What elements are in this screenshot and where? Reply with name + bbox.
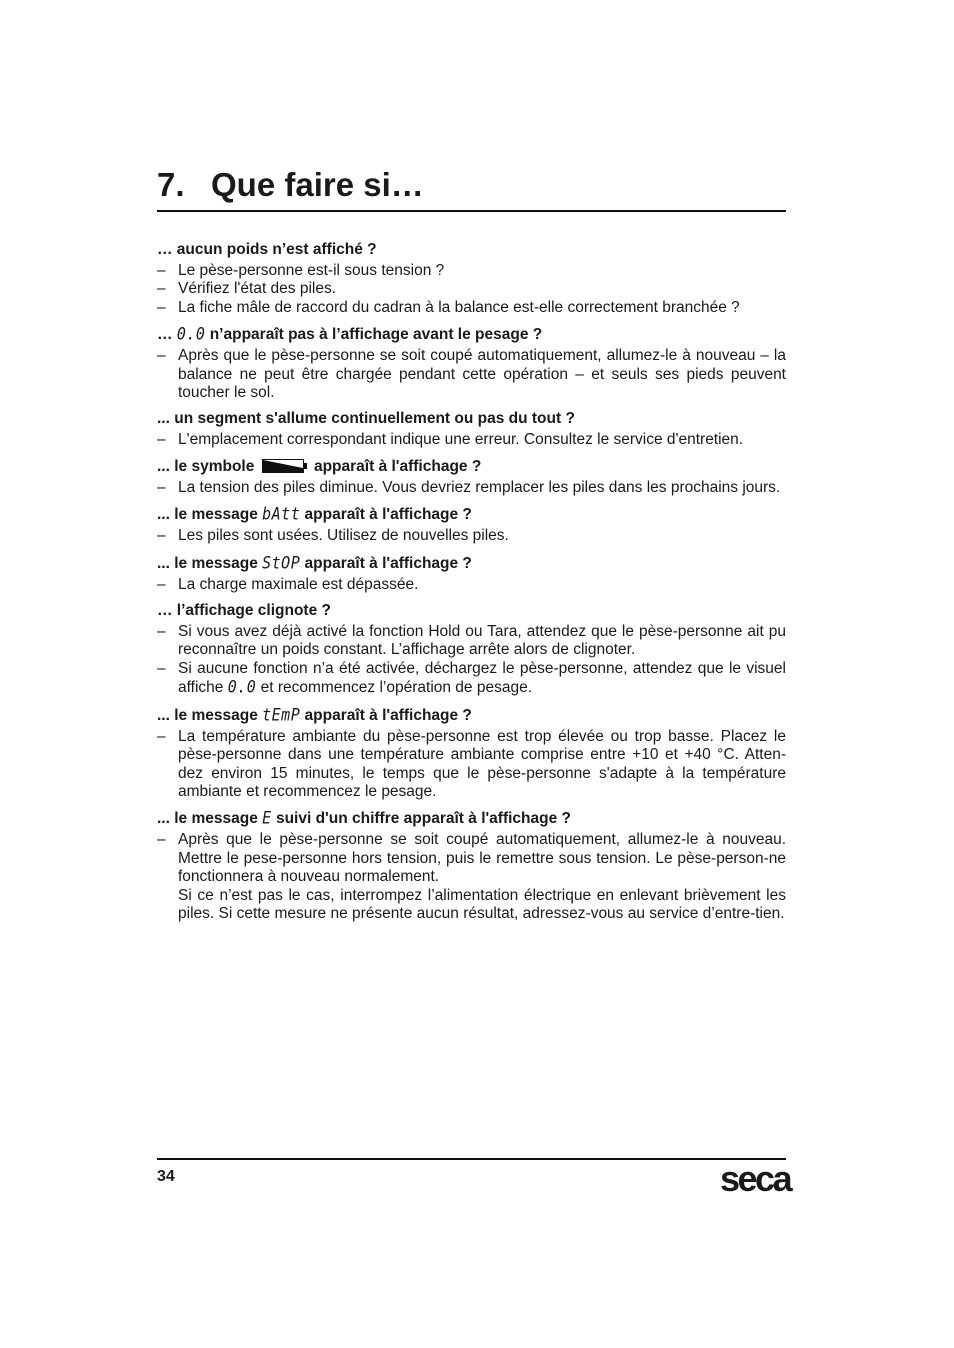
question-text: ... le message <box>157 506 263 524</box>
faq-section <box>157 705 786 802</box>
answer-item: – La tension des piles diminue. Vous devriez remplacer les piles dans les prochains jours. <box>157 479 786 497</box>
question-text: apparaît à l'affichage ? <box>300 554 472 572</box>
answer-item: – L'emplacement correspondant indique une erreur. Consultez le service d'entretien. <box>157 431 786 449</box>
page-title <box>157 166 786 212</box>
answer-item: – La fiche mâle de raccord du cadran à la balance est-elle correctement branchée ? <box>157 299 786 317</box>
faq-question <box>157 457 786 477</box>
faq-section <box>157 409 786 449</box>
section-number: 7. <box>157 166 185 203</box>
faq-question <box>157 601 786 621</box>
faq-section <box>157 457 786 497</box>
answer-text: Si ce n’est pas le cas, interrompez l’alimentation électrique en enlevant brièvement les piles. Si cette mesure ne présente aucun résultat, adressez-vous au service d’entre-tien. <box>178 886 786 922</box>
faq-question <box>157 324 786 345</box>
faq-section <box>157 324 786 402</box>
faq-content <box>157 240 786 930</box>
answer-item: – Après que le pèse-personne se soit coupé automatiquement, allumez-le à nouveau – la balance ne peut être chargée pendant cette opération – et seuls ses pieds peuvent toucher le sol. <box>157 347 786 402</box>
faq-question <box>157 808 786 829</box>
faq-section <box>157 808 786 923</box>
question-text: suivi d'un chiffre apparaît à l'affichage ? <box>271 810 572 828</box>
faq-question <box>157 553 786 574</box>
answer-text: Après que le pèse-personne se soit coupé automatiquement, allumez-le à nouveau. Mettre le pese-personne hors tension, puis le remettre sous tension. Le pèse-person-ne fonctionnera à nouveau normalement. <box>178 831 786 886</box>
faq-section <box>157 601 786 698</box>
question-text: ... le message <box>157 706 263 724</box>
question-text: ... le symbole <box>157 457 259 475</box>
question-text: … aucun poids n’est affiché ? <box>157 241 377 258</box>
question-text: apparaît à l'affichage ? <box>300 506 472 524</box>
page-number: 34 <box>157 1168 175 1185</box>
answer-item <box>157 660 786 698</box>
faq-section <box>157 553 786 594</box>
answer-text: et recommencez l’opération de pesage. <box>256 679 533 697</box>
display-segment-code: StOP <box>262 552 301 573</box>
display-segment-code: 0.0 <box>176 324 206 345</box>
answer-item: – La charge maximale est dépassée. <box>157 576 786 594</box>
display-segment-code: tEmP <box>262 704 301 725</box>
question-text: n’apparaît pas à l’affichage avant le pesage ? <box>205 326 543 344</box>
faq-question <box>157 240 786 260</box>
answer-item: – Vérifiez l'état des piles. <box>157 280 786 298</box>
footer-rule <box>157 1158 786 1160</box>
faq-question <box>157 705 786 726</box>
question-text: … l’affichage clignote ? <box>157 602 331 620</box>
section-title: Que faire si… <box>211 166 424 203</box>
battery-low-icon <box>262 459 307 473</box>
answer-item: – La température ambiante du pèse-personne est trop élevée ou trop basse. Placez le pèse-personne dans une température ambiante comprise entre +10 et +40 °C. Atten-dez environ 15 minutes, le temps que le pèse-personne s'adapte à la température ambiante et recommencez le pesage. <box>157 728 786 802</box>
question-text: ... le message <box>157 554 263 572</box>
question-text: ... un segment s'allume continuellement ou pas du tout ? <box>157 410 575 428</box>
faq-section <box>157 240 786 317</box>
answer-item: – Les piles sont usées. Utilisez de nouvelles piles. <box>157 527 786 545</box>
question-text: apparaît à l'affichage ? <box>300 706 472 724</box>
faq-section <box>157 504 786 545</box>
question-text: ... le message <box>157 810 263 828</box>
answer-text: Si aucune fonction n’a été activée, déchargez le pèse-personne, attendez que le visuel affiche <box>178 659 786 697</box>
answer-item: – Le pèse-personne est-il sous tension ? <box>157 262 786 280</box>
answer-item <box>157 831 786 923</box>
display-segment-code: 0.0 <box>227 677 257 698</box>
faq-question <box>157 504 786 525</box>
answer-item: – Si vous avez déjà activé la fonction Hold ou Tara, attendez que le pèse-personne ait pu reconnaître un poids constant. L’affichage arrête alors de clignoter. <box>157 623 786 660</box>
display-segment-code: E <box>262 808 272 829</box>
question-text: apparaît à l'affichage ? <box>309 457 482 475</box>
faq-question <box>157 409 786 429</box>
display-segment-code: bAtt <box>262 504 301 525</box>
seca-logo: seca <box>720 1158 791 1199</box>
question-text: … <box>157 326 177 344</box>
